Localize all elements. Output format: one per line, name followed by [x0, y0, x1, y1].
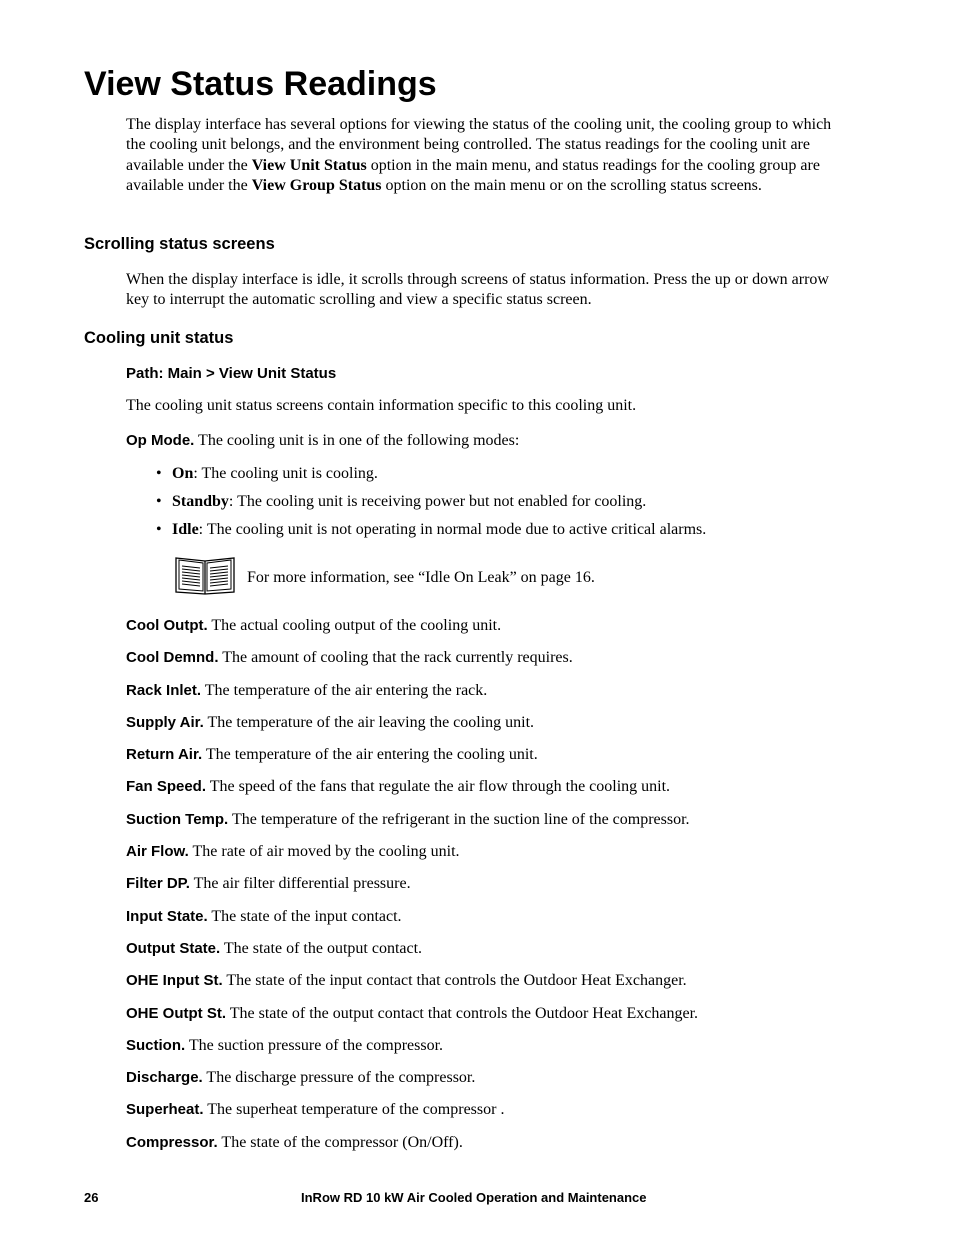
intro-paragraph	[126, 115, 842, 197]
page-title: View Status Readings	[84, 65, 437, 103]
mode-term: Standby	[172, 493, 229, 510]
list-item	[126, 464, 706, 492]
definition-text: The state of the output contact.	[220, 939, 423, 957]
definition-item	[126, 971, 866, 1003]
mode-text: : The cooling unit is cooling.	[193, 465, 378, 482]
definition-item	[126, 745, 866, 777]
definition-item	[126, 713, 866, 745]
mode-term: On	[172, 465, 194, 482]
menu-path: Path: Main > View Unit Status	[126, 365, 337, 382]
book-icon	[174, 555, 236, 595]
cooling-unit-status-heading: Cooling unit status	[84, 329, 234, 347]
definition-term: OHE Input St.	[126, 972, 223, 990]
bullet-icon: •	[156, 465, 162, 482]
definition-item	[126, 810, 866, 842]
definition-text: The state of the output contact that controls the Outdoor Heat Exchanger.	[226, 1004, 699, 1022]
definition-term: Output State.	[126, 939, 221, 957]
definition-term: Rack Inlet.	[126, 681, 202, 699]
op-mode-text: The cooling unit is in one of the following modes:	[194, 432, 520, 449]
note-text: For more information, see “Idle On Leak” on page 16.	[247, 569, 595, 586]
bullet-icon: •	[156, 521, 162, 538]
definition-item	[126, 1068, 866, 1100]
definition-item	[126, 842, 866, 874]
scrolling-status-paragraph: When the display interface is idle, it scrolls through screens of status information. Press the up or down arrow key to interrupt the automatic scrolling and view a specific status screen.	[126, 271, 829, 309]
definition-item	[126, 1004, 866, 1036]
definition-item	[126, 681, 866, 713]
intro-text-3: option on the main menu or on the scrolling status screens.	[381, 177, 762, 195]
definition-text: The rate of air moved by the cooling unit.	[188, 843, 460, 861]
definition-text: The actual cooling output of the cooling unit.	[207, 617, 502, 634]
definition-text: The temperature of the air entering the rack.	[201, 681, 488, 699]
bullet-icon: •	[156, 493, 162, 510]
definition-text: The temperature of the air entering the cooling unit.	[202, 746, 538, 764]
op-mode-list	[126, 464, 706, 548]
definition-item	[126, 1100, 866, 1132]
cooling-status-intro: The cooling unit status screens contain information specific to this cooling unit.	[126, 397, 637, 414]
mode-text: : The cooling unit is not operating in normal mode due to active critical alarms.	[198, 521, 707, 538]
view-group-status-term: View Group Status	[251, 177, 382, 195]
definition-term: Air Flow.	[126, 843, 189, 861]
definition-term: Fan Speed.	[126, 778, 207, 796]
definition-term: Suction Temp.	[126, 810, 229, 828]
page-number: 26	[84, 1190, 99, 1205]
definition-text: The suction pressure of the compressor.	[185, 1036, 444, 1054]
definition-item	[126, 874, 866, 906]
definition-term: Input State.	[126, 907, 208, 925]
document-title: InRow RD 10 kW Air Cooled Operation and Maintenance	[301, 1190, 647, 1205]
mode-term: Idle	[172, 521, 199, 538]
op-mode-definition	[126, 431, 842, 451]
definition-item	[126, 1036, 866, 1068]
definition-item	[126, 777, 866, 809]
definition-text: The state of the input contact.	[207, 907, 402, 925]
definition-item	[126, 1133, 866, 1165]
definition-item	[126, 648, 866, 680]
definition-term: Supply Air.	[126, 713, 204, 731]
definition-text: The state of the input contact that controls the Outdoor Heat Exchanger.	[222, 972, 687, 990]
definition-item	[126, 907, 866, 939]
list-item	[126, 492, 706, 520]
definition-text: The temperature of the refrigerant in the suction line of the compressor.	[228, 810, 690, 828]
list-item	[126, 520, 706, 548]
definition-term: Filter DP.	[126, 875, 190, 893]
definition-text: The air filter differential pressure.	[189, 875, 411, 893]
definition-term: Return Air.	[126, 746, 203, 764]
definition-text: The discharge pressure of the compressor.	[202, 1069, 476, 1087]
definition-term: Cool Demnd.	[126, 649, 219, 667]
status-readings-list	[126, 616, 866, 1165]
scrolling-status-heading: Scrolling status screens	[84, 235, 275, 253]
definition-text: The state of the compressor (On/Off).	[217, 1133, 463, 1151]
definition-term: Superheat.	[126, 1101, 204, 1119]
definition-text: The superheat temperature of the compressor .	[203, 1101, 505, 1119]
op-mode-term: Op Mode.	[126, 432, 195, 449]
mode-text: : The cooling unit is receiving power but not enabled for cooling.	[228, 493, 647, 510]
definition-item	[126, 616, 866, 648]
definition-term: Discharge.	[126, 1069, 203, 1087]
definition-text: The temperature of the air leaving the cooling unit.	[203, 713, 535, 731]
intro-text-1: The display interface has several options for viewing the status of the cooling unit, the cooling group to which the cooling unit belongs, and the environment being controlled. The status readings for the cooling unit are available under the	[126, 116, 832, 174]
definition-text: The amount of cooling that the rack currently requires.	[218, 649, 573, 667]
definition-term: OHE Outpt St.	[126, 1004, 226, 1022]
definition-term: Compressor.	[126, 1133, 218, 1151]
intro-text-2: option in the main menu, and status readings for the cooling group are available under the	[126, 156, 820, 195]
definition-item	[126, 939, 866, 971]
definition-term: Suction.	[126, 1036, 186, 1054]
view-unit-status-term: View Unit Status	[251, 156, 367, 174]
definition-term: Cool Outpt.	[126, 617, 208, 634]
definition-text: The speed of the fans that regulate the air flow through the cooling unit.	[206, 778, 671, 796]
